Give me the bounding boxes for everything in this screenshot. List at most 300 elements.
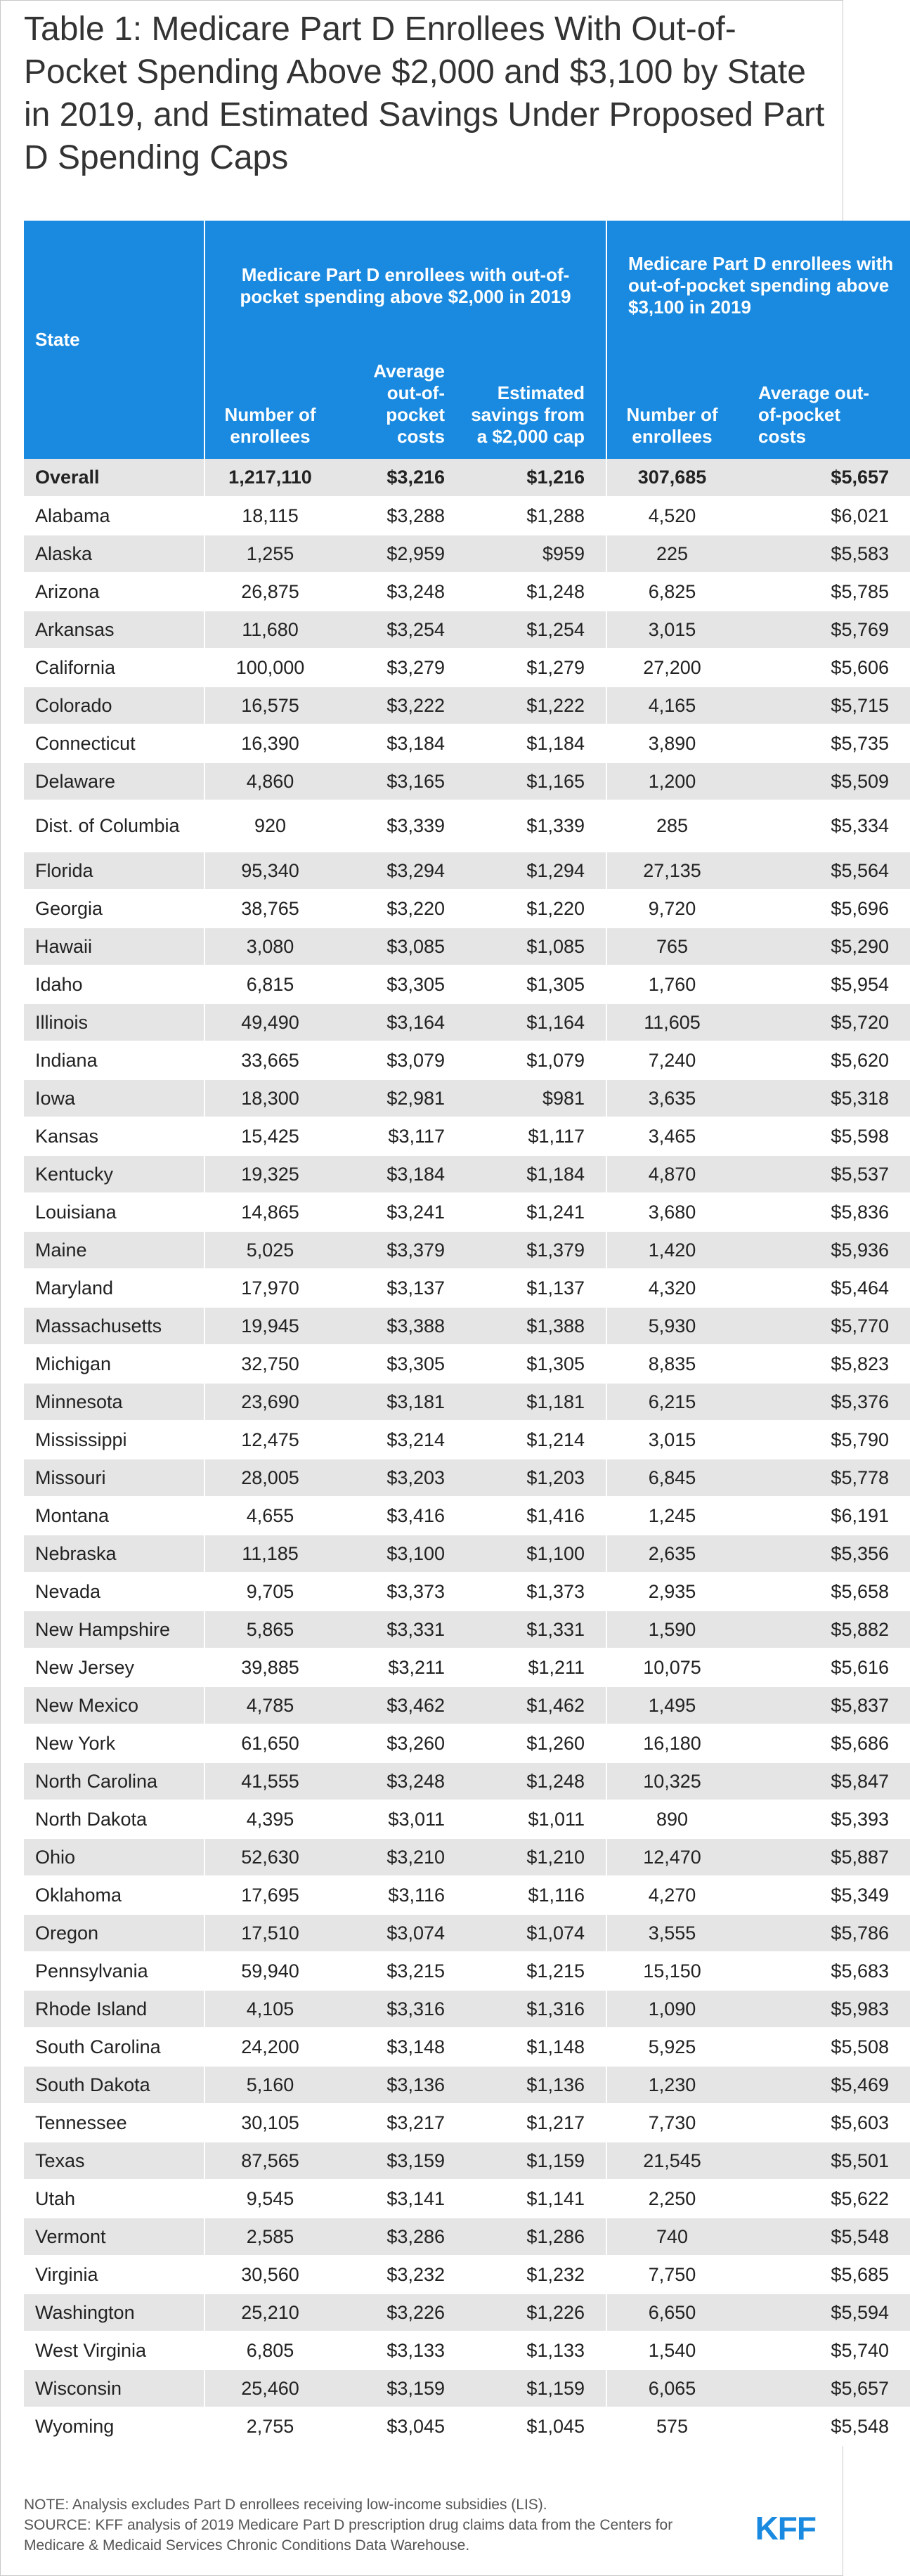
number-enrollees-cell: 4,105	[204, 1990, 335, 2028]
average-costs-cell-2: $5,882	[737, 1611, 910, 1648]
average-costs-cell-2: $5,603	[737, 2104, 910, 2142]
average-costs-cell-2: $5,657	[737, 459, 910, 497]
table-row	[24, 724, 910, 762]
number-enrollees-cell: 14,865	[204, 1193, 335, 1231]
state-cell: Ohio	[24, 1838, 204, 1876]
state-cell: Illinois	[24, 1003, 204, 1041]
average-costs-cell: $3,248	[335, 573, 466, 611]
state-cell: Pennsylvania	[24, 1952, 204, 1990]
average-costs-cell: $3,079	[335, 1041, 466, 1079]
number-enrollees-cell: 5,025	[204, 1231, 335, 1269]
number-enrollees-cell: 2,585	[204, 2218, 335, 2256]
table-row	[24, 1535, 910, 1573]
number-enrollees-cell: 24,200	[204, 2028, 335, 2066]
estimated-savings-cell: $1,305	[466, 1345, 606, 1383]
number-enrollees-cell: 26,875	[204, 573, 335, 611]
average-costs-cell: $2,981	[335, 1079, 466, 1117]
number-enrollees-cell-2: 3,015	[606, 611, 737, 649]
table-row	[24, 1686, 910, 1724]
state-cell: Dist. of Columbia	[24, 800, 204, 852]
number-enrollees-cell-2: 7,750	[606, 2256, 737, 2294]
table-row	[24, 928, 910, 965]
estimated-savings-cell: $1,339	[466, 800, 606, 852]
number-enrollees-cell: 18,115	[204, 497, 335, 535]
state-cell: New Jersey	[24, 1648, 204, 1686]
average-costs-cell-2: $5,548	[737, 2407, 910, 2445]
average-costs-cell: $3,217	[335, 2104, 466, 2142]
number-enrollees-cell-2: 765	[606, 928, 737, 965]
number-enrollees-cell-2: 7,730	[606, 2104, 737, 2142]
number-enrollees-cell-2: 11,605	[606, 1003, 737, 1041]
number-enrollees-cell: 17,970	[204, 1269, 335, 1307]
average-costs-cell: $3,210	[335, 1838, 466, 1876]
average-costs-cell-2: $6,021	[737, 497, 910, 535]
average-costs-cell-2: $5,509	[737, 762, 910, 800]
average-costs-cell-2: $5,936	[737, 1231, 910, 1269]
number-enrollees-cell: 9,705	[204, 1573, 335, 1611]
number-enrollees-cell-2: 27,135	[606, 852, 737, 890]
table-row	[24, 1800, 910, 1838]
number-enrollees-cell: 11,185	[204, 1535, 335, 1573]
estimated-savings-cell: $1,232	[466, 2256, 606, 2294]
average-costs-cell: $3,136	[335, 2066, 466, 2104]
number-enrollees-cell-2: 3,680	[606, 1193, 737, 1231]
estimated-savings-cell: $1,305	[466, 965, 606, 1003]
number-enrollees-cell: 39,885	[204, 1648, 335, 1686]
number-enrollees-cell: 5,160	[204, 2066, 335, 2104]
number-enrollees-cell-2: 10,325	[606, 1762, 737, 1800]
average-costs-cell-2: $5,290	[737, 928, 910, 965]
number-enrollees-cell-2: 4,870	[606, 1155, 737, 1193]
number-enrollees-cell-2: 6,845	[606, 1459, 737, 1497]
number-enrollees-header-2: Number of enrollees	[606, 351, 737, 459]
number-enrollees-cell-2: 8,835	[606, 1345, 737, 1383]
state-cell: South Carolina	[24, 2028, 204, 2066]
number-enrollees-cell-2: 1,245	[606, 1497, 737, 1535]
number-enrollees-cell-2: 3,555	[606, 1914, 737, 1952]
estimated-savings-cell: $1,217	[466, 2104, 606, 2142]
table-row	[24, 1990, 910, 2028]
average-costs-cell-2: $5,887	[737, 1838, 910, 1876]
number-enrollees-cell: 23,690	[204, 1383, 335, 1421]
overall-row	[24, 459, 910, 497]
average-costs-header: Average out-of-pocket costs	[335, 351, 466, 459]
state-cell: Maine	[24, 1231, 204, 1269]
table-body	[24, 459, 910, 2445]
average-costs-cell: $3,164	[335, 1003, 466, 1041]
average-costs-cell: $3,248	[335, 1762, 466, 1800]
average-costs-cell: $3,045	[335, 2407, 466, 2445]
average-costs-cell-2: $5,778	[737, 1459, 910, 1497]
number-enrollees-cell: 2,755	[204, 2407, 335, 2445]
average-costs-cell-2: $5,836	[737, 1193, 910, 1231]
table-row	[24, 1838, 910, 1876]
average-costs-cell: $3,011	[335, 1800, 466, 1838]
average-costs-cell-2: $5,537	[737, 1155, 910, 1193]
average-costs-cell: $3,165	[335, 762, 466, 800]
average-costs-cell-2: $5,508	[737, 2028, 910, 2066]
number-enrollees-cell-2: 21,545	[606, 2142, 737, 2180]
average-costs-cell-2: $5,686	[737, 1724, 910, 1762]
table-row	[24, 2256, 910, 2294]
average-costs-cell: $3,232	[335, 2256, 466, 2294]
number-enrollees-cell: 100,000	[204, 649, 335, 687]
state-cell: Delaware	[24, 762, 204, 800]
number-enrollees-cell-2: 6,650	[606, 2294, 737, 2331]
state-cell: North Carolina	[24, 1762, 204, 1800]
number-enrollees-cell-2: 1,090	[606, 1990, 737, 2028]
average-costs-cell: $3,305	[335, 965, 466, 1003]
estimated-savings-cell: $1,220	[466, 890, 606, 928]
state-cell: Missouri	[24, 1459, 204, 1497]
state-cell: Arkansas	[24, 611, 204, 649]
average-costs-cell-2: $5,564	[737, 852, 910, 890]
estimated-savings-cell: $1,045	[466, 2407, 606, 2445]
number-enrollees-cell: 49,490	[204, 1003, 335, 1041]
table-row	[24, 611, 910, 649]
estimated-savings-cell: $1,226	[466, 2294, 606, 2331]
number-enrollees-cell-2: 7,240	[606, 1041, 737, 1079]
number-enrollees-cell-2: 4,270	[606, 1876, 737, 1914]
table-row	[24, 2218, 910, 2256]
state-cell: Nebraska	[24, 1535, 204, 1573]
table-row	[24, 1041, 910, 1079]
estimated-savings-cell: $1,279	[466, 649, 606, 687]
estimated-savings-cell: $1,462	[466, 1686, 606, 1724]
average-costs-cell: $3,216	[335, 459, 466, 497]
table-row	[24, 2028, 910, 2066]
number-enrollees-cell: 30,560	[204, 2256, 335, 2294]
number-enrollees-cell-2: 4,165	[606, 687, 737, 724]
table-row	[24, 1383, 910, 1421]
state-cell: Florida	[24, 852, 204, 890]
number-enrollees-cell: 9,545	[204, 2180, 335, 2218]
number-enrollees-cell-2: 2,635	[606, 1535, 737, 1573]
average-costs-cell-2: $5,740	[737, 2331, 910, 2369]
enrollees-table	[24, 221, 910, 2446]
average-costs-cell-2: $5,720	[737, 1003, 910, 1041]
number-enrollees-cell-2: 285	[606, 800, 737, 852]
number-enrollees-header: Number of enrollees	[204, 351, 335, 459]
state-cell: Nevada	[24, 1573, 204, 1611]
number-enrollees-cell: 17,695	[204, 1876, 335, 1914]
estimated-savings-cell: $959	[466, 535, 606, 573]
table-viewport[interactable]	[24, 221, 894, 2462]
average-costs-cell: $3,133	[335, 2331, 466, 2369]
number-enrollees-cell-2: 16,180	[606, 1724, 737, 1762]
state-cell: Connecticut	[24, 724, 204, 762]
average-costs-cell-2: $5,334	[737, 800, 910, 852]
estimated-savings-cell: $1,216	[466, 459, 606, 497]
number-enrollees-cell-2: 5,930	[606, 1307, 737, 1345]
state-cell: Louisiana	[24, 1193, 204, 1231]
state-cell: New York	[24, 1724, 204, 1762]
table-row	[24, 852, 910, 890]
table-row	[24, 649, 910, 687]
estimated-savings-cell: $1,248	[466, 573, 606, 611]
state-cell: Overall	[24, 459, 204, 497]
number-enrollees-cell-2: 12,470	[606, 1838, 737, 1876]
state-cell: Washington	[24, 2294, 204, 2331]
table-row	[24, 2407, 910, 2445]
number-enrollees-cell-2: 3,890	[606, 724, 737, 762]
average-costs-cell-2: $5,696	[737, 890, 910, 928]
state-cell: New Mexico	[24, 1686, 204, 1724]
estimated-savings-cell: $1,100	[466, 1535, 606, 1573]
table-row	[24, 1269, 910, 1307]
number-enrollees-cell: 25,210	[204, 2294, 335, 2331]
table-row	[24, 2104, 910, 2142]
state-cell: Oregon	[24, 1914, 204, 1952]
number-enrollees-cell: 6,815	[204, 965, 335, 1003]
number-enrollees-cell: 59,940	[204, 1952, 335, 1990]
number-enrollees-cell: 28,005	[204, 1459, 335, 1497]
number-enrollees-cell-2: 1,590	[606, 1611, 737, 1648]
estimated-savings-cell: $1,165	[466, 762, 606, 800]
number-enrollees-cell-2: 6,825	[606, 573, 737, 611]
average-costs-cell: $3,339	[335, 800, 466, 852]
number-enrollees-cell-2: 3,465	[606, 1117, 737, 1155]
estimated-savings-cell: $1,184	[466, 724, 606, 762]
state-cell: Mississippi	[24, 1421, 204, 1459]
table-row	[24, 1003, 910, 1041]
average-costs-cell: $3,100	[335, 1535, 466, 1573]
number-enrollees-cell: 25,460	[204, 2369, 335, 2407]
estimated-savings-cell: $1,248	[466, 1762, 606, 1800]
state-cell: Kentucky	[24, 1155, 204, 1193]
state-cell: South Dakota	[24, 2066, 204, 2104]
number-enrollees-cell: 87,565	[204, 2142, 335, 2180]
estimated-savings-cell: $1,286	[466, 2218, 606, 2256]
average-costs-cell-2: $5,983	[737, 1990, 910, 2028]
average-costs-cell: $3,116	[335, 1876, 466, 1914]
number-enrollees-cell: 38,765	[204, 890, 335, 928]
table-row	[24, 687, 910, 724]
number-enrollees-cell-2: 2,935	[606, 1573, 737, 1611]
average-costs-cell-2: $5,464	[737, 1269, 910, 1307]
number-enrollees-cell-2: 15,150	[606, 1952, 737, 1990]
average-costs-cell-2: $5,954	[737, 965, 910, 1003]
average-costs-cell-2: $5,715	[737, 687, 910, 724]
number-enrollees-cell-2: 740	[606, 2218, 737, 2256]
average-costs-cell: $3,215	[335, 1952, 466, 1990]
average-costs-cell-2: $5,616	[737, 1648, 910, 1686]
table-row	[24, 1117, 910, 1155]
table-row	[24, 573, 910, 611]
estimated-savings-cell: $1,373	[466, 1573, 606, 1611]
number-enrollees-cell: 4,785	[204, 1686, 335, 1724]
number-enrollees-cell: 52,630	[204, 1838, 335, 1876]
number-enrollees-cell: 61,650	[204, 1724, 335, 1762]
state-cell: Virginia	[24, 2256, 204, 2294]
number-enrollees-cell-2: 575	[606, 2407, 737, 2445]
number-enrollees-cell: 1,217,110	[204, 459, 335, 497]
number-enrollees-cell-2: 307,685	[606, 459, 737, 497]
state-cell: Indiana	[24, 1041, 204, 1079]
table-row	[24, 800, 910, 852]
table-row	[24, 1079, 910, 1117]
state-cell: Maryland	[24, 1269, 204, 1307]
average-costs-cell-2: $5,606	[737, 649, 910, 687]
average-costs-cell-2: $5,790	[737, 1421, 910, 1459]
table-row	[24, 762, 910, 800]
estimated-savings-cell: $1,241	[466, 1193, 606, 1231]
average-costs-cell: $3,241	[335, 1193, 466, 1231]
number-enrollees-cell-2: 1,420	[606, 1231, 737, 1269]
average-costs-header-2: Average out-of-pocket costs	[737, 351, 910, 459]
estimated-savings-cell: $1,294	[466, 852, 606, 890]
average-costs-cell-2: $5,657	[737, 2369, 910, 2407]
number-enrollees-cell-2: 6,065	[606, 2369, 737, 2407]
average-costs-cell-2: $5,594	[737, 2294, 910, 2331]
group2-header: Medicare Part D enrollees with out-of-pocket spending above $3,100 in 2019	[606, 221, 910, 351]
state-cell: Kansas	[24, 1117, 204, 1155]
estimated-savings-cell: $1,388	[466, 1307, 606, 1345]
average-costs-cell-2: $5,548	[737, 2218, 910, 2256]
table-row	[24, 497, 910, 535]
estimated-savings-cell: $1,181	[466, 1383, 606, 1421]
table-row	[24, 1648, 910, 1686]
number-enrollees-cell: 4,655	[204, 1497, 335, 1535]
average-costs-cell-2: $5,769	[737, 611, 910, 649]
average-costs-cell-2: $5,837	[737, 1686, 910, 1724]
average-costs-cell-2: $5,598	[737, 1117, 910, 1155]
average-costs-cell: $3,294	[335, 852, 466, 890]
table-row	[24, 1497, 910, 1535]
kff-logo: KFF	[755, 2510, 816, 2546]
average-costs-cell: $3,181	[335, 1383, 466, 1421]
estimated-savings-cell: $1,211	[466, 1648, 606, 1686]
average-costs-cell: $3,316	[335, 1990, 466, 2028]
table-row	[24, 1573, 910, 1611]
average-costs-cell-2: $5,469	[737, 2066, 910, 2104]
number-enrollees-cell-2: 1,760	[606, 965, 737, 1003]
table-row	[24, 1459, 910, 1497]
average-costs-cell: $3,117	[335, 1117, 466, 1155]
number-enrollees-cell: 15,425	[204, 1117, 335, 1155]
estimated-savings-cell: $1,288	[466, 497, 606, 535]
number-enrollees-cell-2: 6,215	[606, 1383, 737, 1421]
average-costs-cell: $3,288	[335, 497, 466, 535]
state-cell: Massachusetts	[24, 1307, 204, 1345]
table-row	[24, 1762, 910, 1800]
state-cell: Alaska	[24, 535, 204, 573]
footnotes	[24, 2494, 734, 2556]
average-costs-cell: $3,214	[335, 1421, 466, 1459]
average-costs-cell-2: $5,318	[737, 1079, 910, 1117]
state-cell: North Dakota	[24, 1800, 204, 1838]
average-costs-cell-2: $5,685	[737, 2256, 910, 2294]
average-costs-cell-2: $5,622	[737, 2180, 910, 2218]
estimated-savings-cell: $1,222	[466, 687, 606, 724]
table-row	[24, 965, 910, 1003]
number-enrollees-cell: 5,865	[204, 1611, 335, 1648]
table-row	[24, 2066, 910, 2104]
average-costs-cell-2: $5,583	[737, 535, 910, 573]
number-enrollees-cell-2: 1,230	[606, 2066, 737, 2104]
estimated-savings-cell: $1,260	[466, 1724, 606, 1762]
number-enrollees-cell: 16,390	[204, 724, 335, 762]
state-cell: Alabama	[24, 497, 204, 535]
average-costs-cell-2: $5,735	[737, 724, 910, 762]
number-enrollees-cell-2: 3,635	[606, 1079, 737, 1117]
table-row	[24, 1193, 910, 1231]
estimated-savings-cell: $1,331	[466, 1611, 606, 1648]
state-cell: Wisconsin	[24, 2369, 204, 2407]
number-enrollees-cell: 1,255	[204, 535, 335, 573]
number-enrollees-cell-2: 9,720	[606, 890, 737, 928]
average-costs-cell: $3,159	[335, 2369, 466, 2407]
average-costs-cell: $3,074	[335, 1914, 466, 1952]
estimated-savings-cell: $1,164	[466, 1003, 606, 1041]
state-cell: Minnesota	[24, 1383, 204, 1421]
average-costs-cell: $3,159	[335, 2142, 466, 2180]
average-costs-cell-2: $5,376	[737, 1383, 910, 1421]
number-enrollees-cell-2: 27,200	[606, 649, 737, 687]
table-row	[24, 890, 910, 928]
state-cell: Vermont	[24, 2218, 204, 2256]
average-costs-cell-2: $5,620	[737, 1041, 910, 1079]
estimated-savings-cell: $1,416	[466, 1497, 606, 1535]
state-cell: West Virginia	[24, 2331, 204, 2369]
table-row	[24, 1231, 910, 1269]
number-enrollees-cell-2: 4,520	[606, 497, 737, 535]
average-costs-cell: $3,226	[335, 2294, 466, 2331]
average-costs-cell: $3,141	[335, 2180, 466, 2218]
average-costs-cell: $3,260	[335, 1724, 466, 1762]
number-enrollees-cell: 17,510	[204, 1914, 335, 1952]
table-row	[24, 1307, 910, 1345]
table-row	[24, 535, 910, 573]
average-costs-cell-2: $5,823	[737, 1345, 910, 1383]
number-enrollees-cell: 30,105	[204, 2104, 335, 2142]
table-row	[24, 2369, 910, 2407]
table-row	[24, 1952, 910, 1990]
estimated-savings-cell: $1,184	[466, 1155, 606, 1193]
state-cell: California	[24, 649, 204, 687]
average-costs-cell-2: $5,847	[737, 1762, 910, 1800]
number-enrollees-cell: 16,575	[204, 687, 335, 724]
number-enrollees-cell: 33,665	[204, 1041, 335, 1079]
number-enrollees-cell-2: 1,200	[606, 762, 737, 800]
state-cell: Michigan	[24, 1345, 204, 1383]
table-row	[24, 2180, 910, 2218]
average-costs-cell: $3,416	[335, 1497, 466, 1535]
table-row	[24, 1345, 910, 1383]
state-cell: New Hampshire	[24, 1611, 204, 1648]
table-row	[24, 2294, 910, 2331]
table-row	[24, 1914, 910, 1952]
page-title: Table 1: Medicare Part D Enrollees With Out-of-Pocket Spending Above $2,000 and $3,100 by State in 2019, and Estimated Savings Under Proposed Part D Spending Caps	[24, 11, 825, 176]
average-costs-cell: $3,279	[335, 649, 466, 687]
estimated-savings-cell: $1,159	[466, 2369, 606, 2407]
estimated-savings-cell: $1,148	[466, 2028, 606, 2066]
average-costs-cell: $3,388	[335, 1307, 466, 1345]
average-costs-cell: $3,305	[335, 1345, 466, 1383]
number-enrollees-cell-2: 4,320	[606, 1269, 737, 1307]
number-enrollees-cell: 6,805	[204, 2331, 335, 2369]
average-costs-cell-2: $5,393	[737, 1800, 910, 1838]
average-costs-cell: $3,462	[335, 1686, 466, 1724]
number-enrollees-cell-2: 890	[606, 1800, 737, 1838]
estimated-savings-cell: $1,079	[466, 1041, 606, 1079]
number-enrollees-cell: 920	[204, 800, 335, 852]
average-costs-cell-2: $5,770	[737, 1307, 910, 1345]
number-enrollees-cell: 4,395	[204, 1800, 335, 1838]
average-costs-cell: $3,211	[335, 1648, 466, 1686]
table-row	[24, 1611, 910, 1648]
table-row	[24, 2331, 910, 2369]
